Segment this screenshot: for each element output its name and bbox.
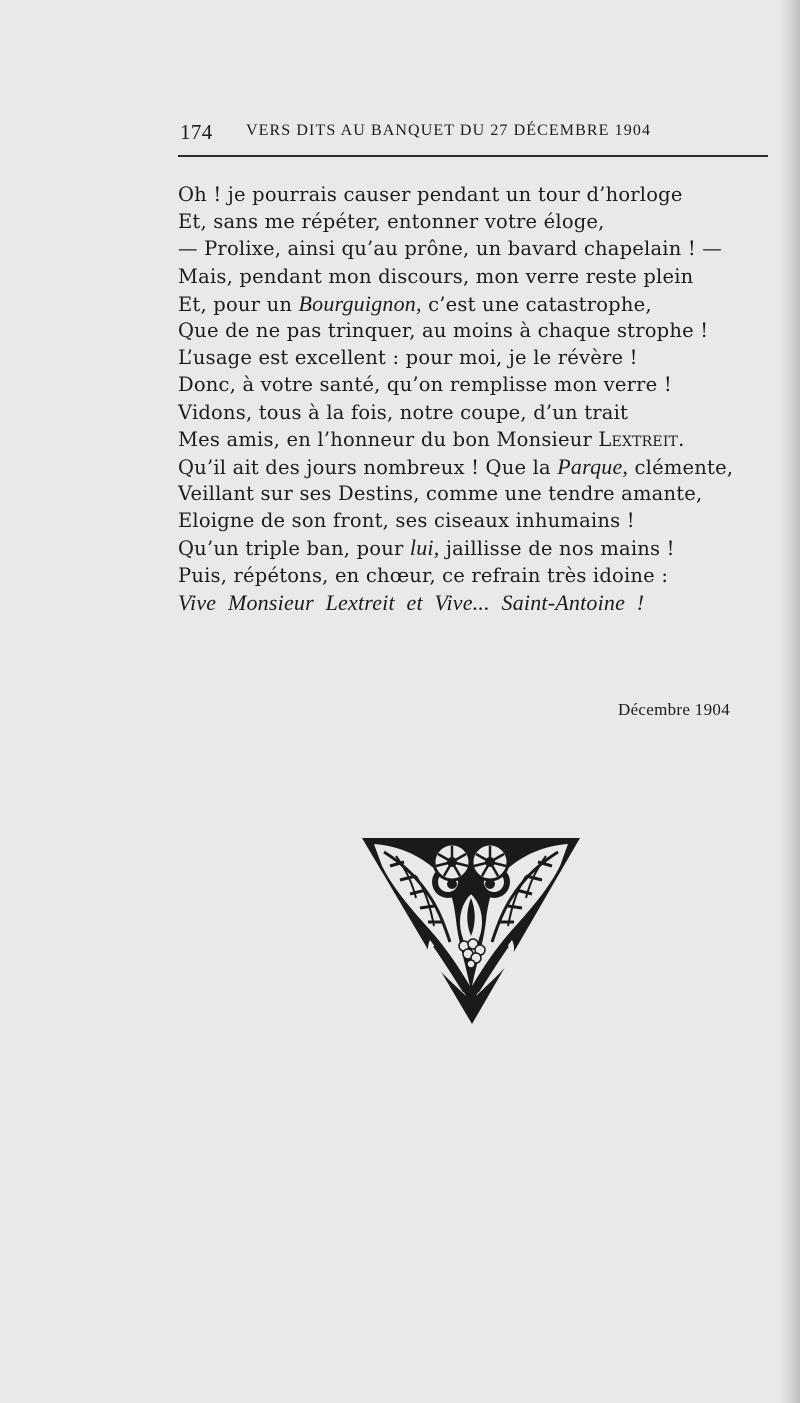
poem-line: Que de ne pas trinquer, au moins à chaque strophe ! [178,318,709,342]
running-title: VERS DITS AU BANQUET DU 27 DÉCEMBRE 1904 [246,122,652,139]
smallcaps-name: Lextreit [598,427,679,451]
floral-triangle-cul-de-lampe-icon [360,836,582,1026]
header-rule [178,155,768,157]
poem-line: Vive Monsieur Lextreit et Vive... Saint-Antoine ! [178,589,645,615]
poem-line: Puis, répétons, en chœur, ce refrain très idoine : [178,563,669,587]
poem-line: Vidons, tous à la fois, notre coupe, d’un trait [178,400,629,424]
poem-line: — Prolixe, ainsi qu’au prône, un bavard chapelain ! — [178,237,723,261]
page-edge-shadow [778,0,800,1403]
poem-line: Qu’il ait des jours nombreux ! Que la Parque, clémente, [178,453,734,479]
poem-line: Mes amis, en l’honneur du bon Monsieur Lextreit. [178,427,685,451]
poem-line: Donc, à votre santé, qu’on remplisse mon verre ! [178,373,672,397]
poem-line: Mais, pendant mon discours, mon verre reste plein [178,264,694,288]
poem-line: Oh ! je pourrais causer pendant un tour d’horloge [178,183,683,206]
poem-line: Eloigne de son front, ses ciseaux inhumains ! [178,509,635,533]
running-head [180,120,710,150]
poem [178,181,738,616]
italic-word: lui, [409,535,440,561]
page-number: 174 [180,120,213,144]
poem-line: Veillant sur ses Destins, comme une tendre amante, [178,482,703,506]
poem-line: L’usage est excellent : pour moi, je le révère ! [178,346,638,370]
poem-line: Qu’un triple ban, pour lui, jaillisse de nos mains ! [178,535,675,561]
date-signature: Décembre 1904 [618,700,730,719]
poem-line: Et, pour un Bourguignon, c’est une catastrophe, [178,290,652,316]
poem-line: Et, sans me répéter, entonner votre éloge, [178,210,605,234]
italic-word: Bourguignon, [298,290,422,316]
italic-word: Parque, [557,453,629,479]
